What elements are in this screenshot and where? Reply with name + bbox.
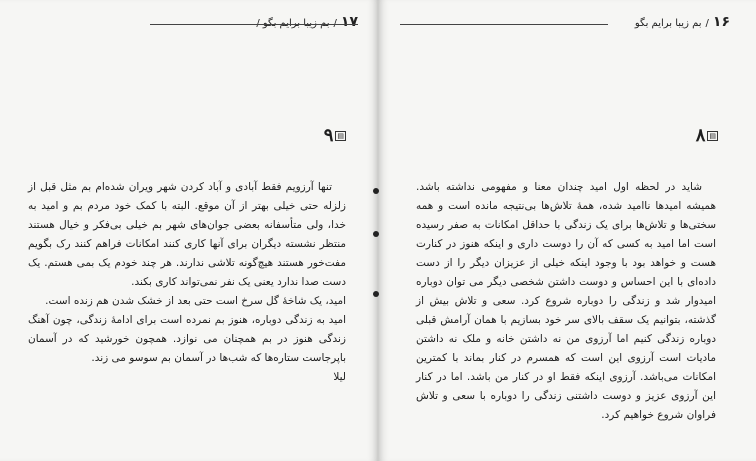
binding-mark [373, 231, 379, 237]
chapter-box-icon: ▤ [337, 132, 344, 140]
running-title: بم زیبا برایم بگو [262, 18, 330, 29]
right-page [378, 0, 756, 461]
header-separator: / [705, 18, 709, 29]
left-page-header [28, 14, 358, 34]
chapter-box-icon: ▤ [709, 132, 716, 140]
chapter-number: ۸ [695, 125, 706, 146]
binding-mark [373, 291, 379, 297]
left-page-body [28, 178, 346, 387]
paragraph: تنها آرزویم فقط آبادی و آباد کردن شهر ویران شده‌ام بم مثل قبل از زلزله حتی خیلی بهتر از آن موقع. البته با کمک خود مردم بم و امید به خدا، ولی متأسفانه بعضی جوان‌های شهر بم خیلی بی‌فکر و خیال هستند منتظر نشسته دیگران برای آنها کاری کنند امکانات فراهم کنند رک بگویم مفت‌خور هستند هیچ‌گونه تلاشی ندارند. هر چند خودم یک بمی هستم. یک دست صدا ندارد یعنی یک نفر نمی‌تواند کاری بکند. [28, 181, 346, 288]
paragraph: امید به زندگی دوباره، هنوز بم نمرده است برای ادامهٔ زندگی، چون آهنگ زندگی هنوز در بم همچنان می نوازد. همچون خورشید که در آسمان باپرجاست ستاره‌ها که شب‌ها در آسمان بم سوسو می زند. [28, 314, 346, 364]
chapter-heading [678, 125, 718, 146]
header-separator: / [333, 18, 337, 29]
header-separator: / [256, 18, 263, 29]
page-number: ۱۷ [340, 14, 358, 30]
page-number: ۱۶ [712, 14, 730, 30]
binding-mark [373, 188, 379, 194]
signature: لیلا [333, 371, 346, 383]
header-rule [150, 24, 358, 25]
right-page-header [400, 14, 730, 34]
right-page-body [416, 178, 716, 425]
running-title: بم زیبا برایم بگو [634, 18, 702, 29]
chapter-heading [306, 125, 346, 146]
paragraph: شاید در لحظه اول امید چندان معنا و مفهومی نداشته باشد. همیشه امیدها ناامید شده، همهٔ تلاش‌ها بی‌نتیجه مانده است و همه سختی‌ها و تلاش‌ها برای یک زندگی با حداقل امکانات به صفر رسیده است اما امید به کسی که آن را دوست داری و اینکه هنوز در کنارت هست و خواهد بود با وجود اینکه خیلی از عزیزان دیگر را از دست داده‌ای با این احساس و دوست داشتن شخصی دیگر می توان دوباره امیدوار شد و زندگی را دوباره شروع کرد. سعی و تلاش بیش از گذشته، بتوانیم یک سقف بالای سر خود بسازیم با همان آرامش قبلی دوباره زندگی کنیم اما آرزوی من نه داشتن خانه و ملک نه داشتن مادیات است آرزوی این است که همسرم در کنار بماند با کمترین امکانات می‌باشد. آرزوی اینکه فقط او در کنار من باشد. اما در کنار این آرزوی عزیز و دوست داشتنی زندگی را دوباره با سعی و تلاش فراوان شروع خواهیم کرد. [416, 181, 716, 421]
header-rule [400, 24, 608, 25]
paragraph: امید، یک شاخهٔ گل سرخ است حتی بعد از خشک شدن هم زنده است. [45, 295, 346, 307]
chapter-number: ۹ [323, 125, 334, 146]
